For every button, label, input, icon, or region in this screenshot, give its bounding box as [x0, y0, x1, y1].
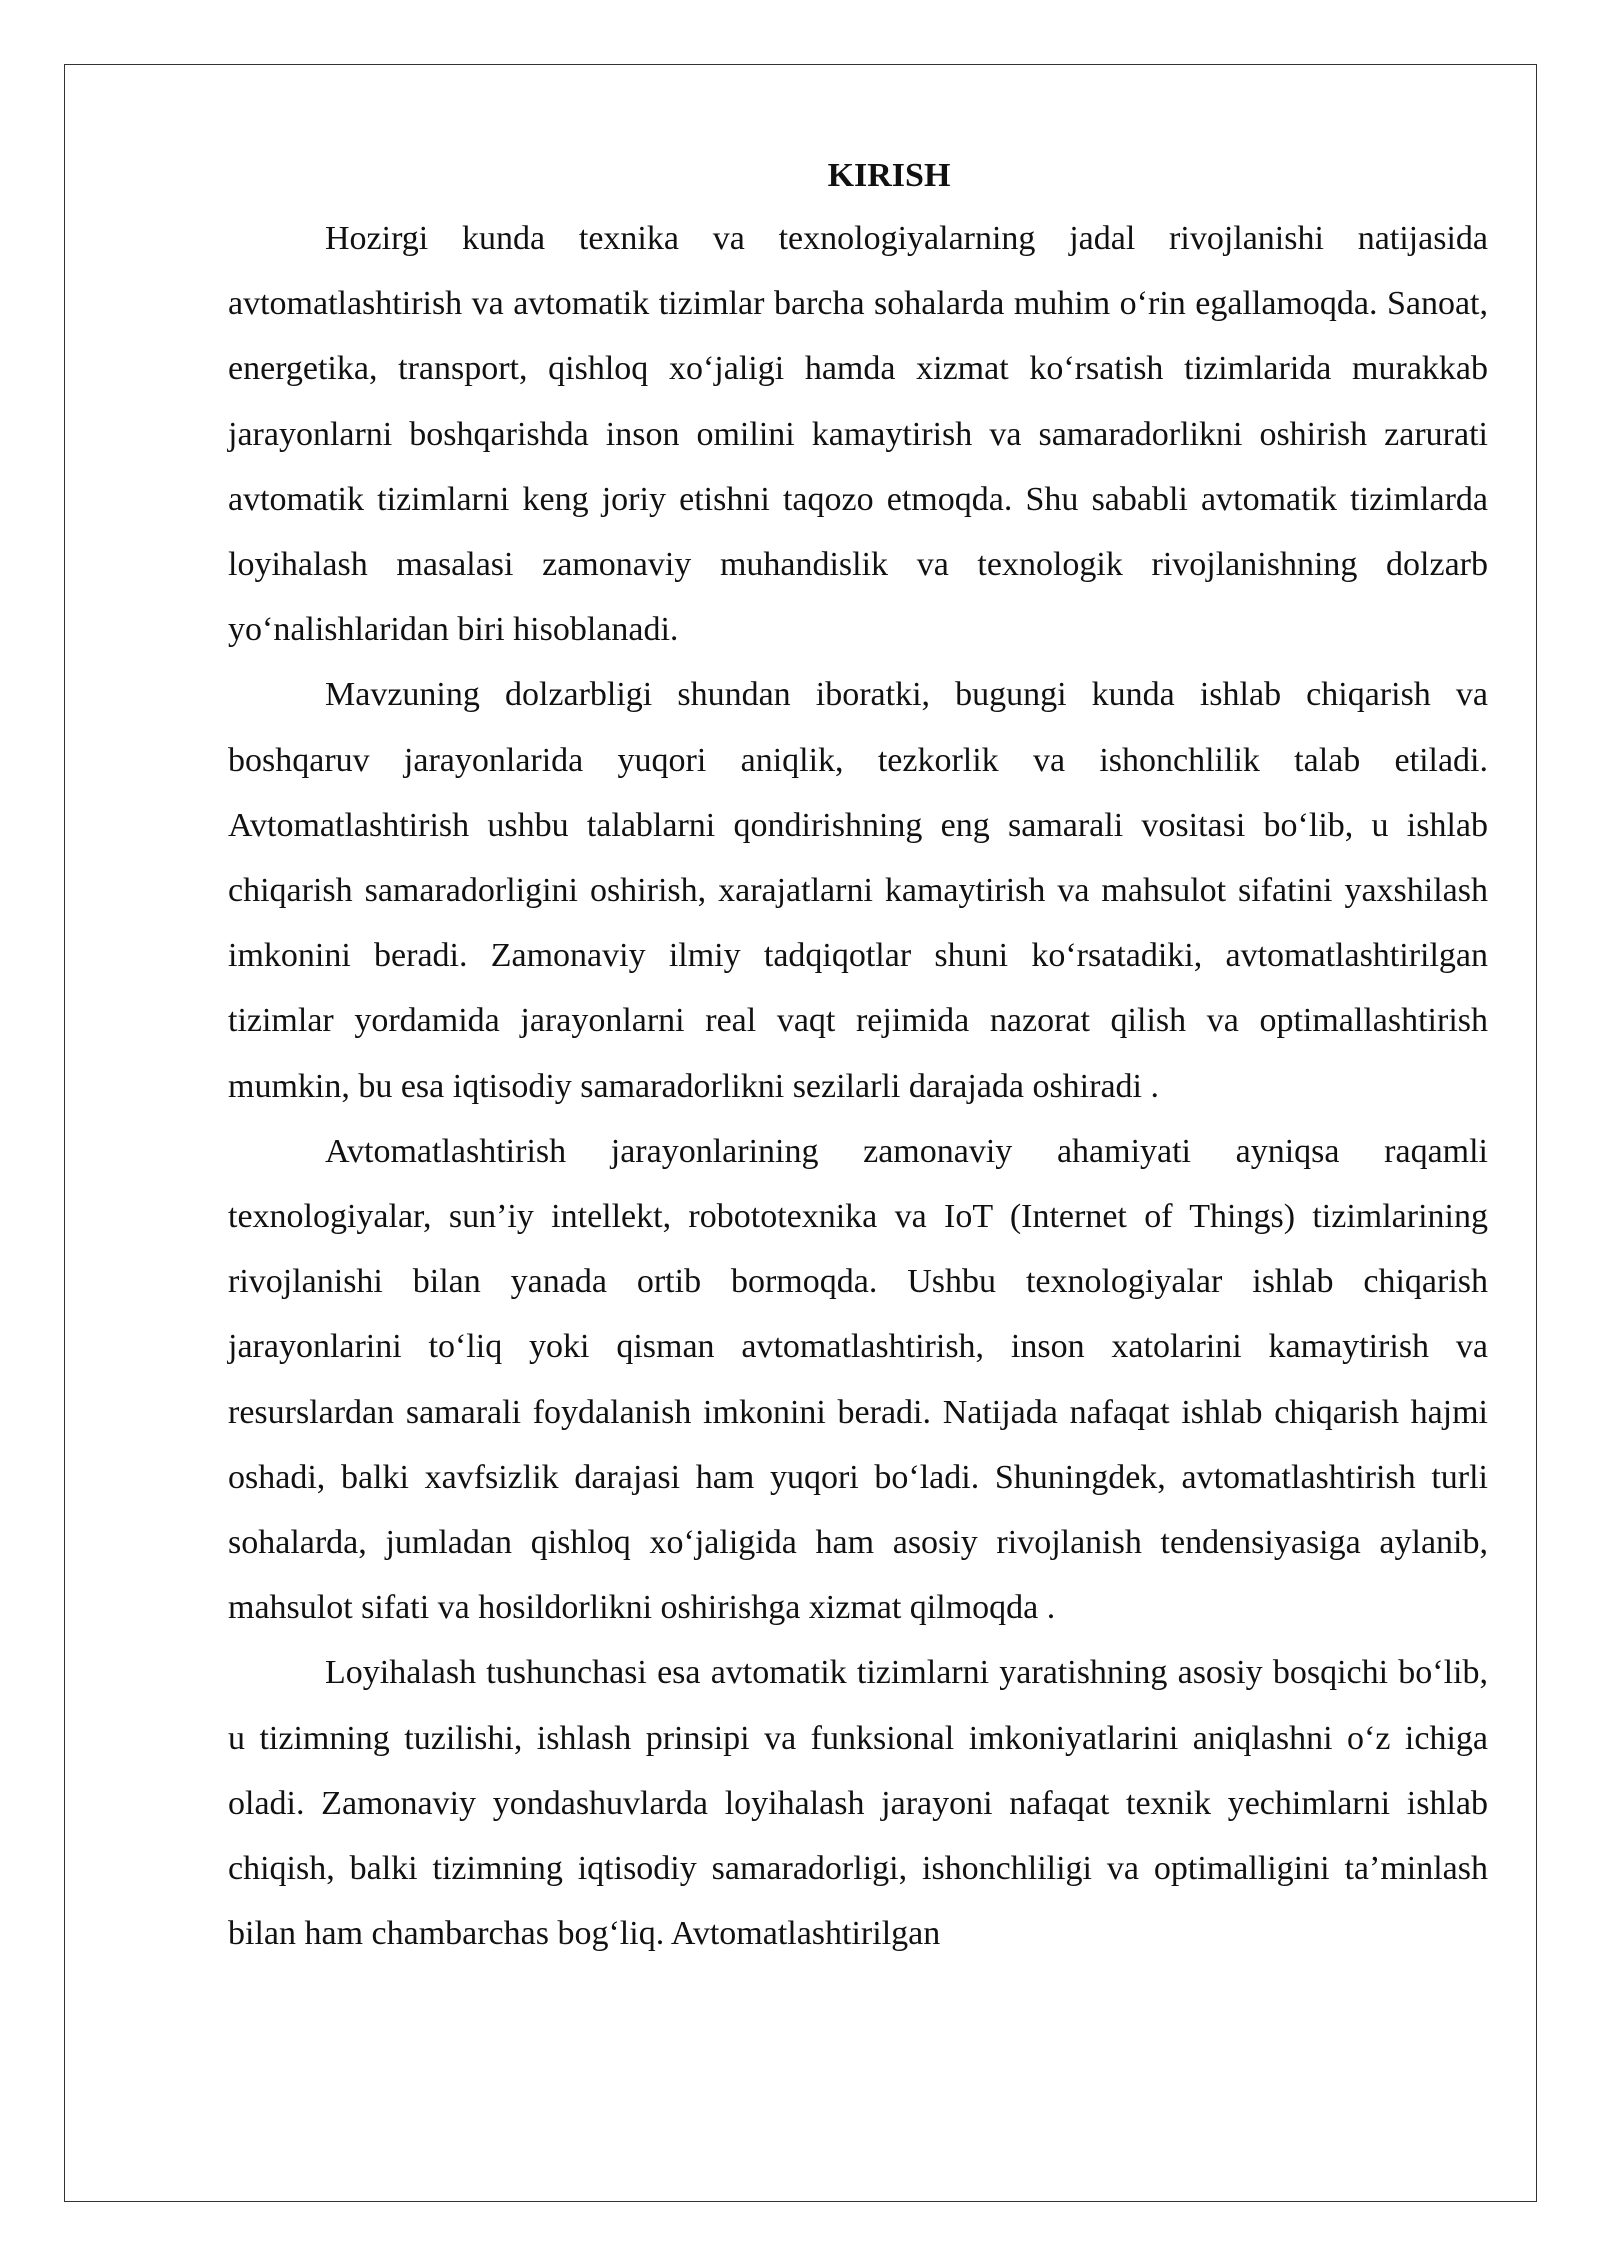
document-title: KIRISH	[827, 157, 951, 194]
paragraph-1: Hozirgi kunda texnika va texnologiyalarning jadal rivojlanishi natijasida avtomatlashtirish va avtomatik tizimlar barcha sohalarda muhim o‘rin egallamoqda. Sanoat, energetika, transport, qishloq xo‘jaligi hamda xizmat ko‘rsatish tizimlarida murakkab jarayonlarni boshqarishda inson omilini kamaytirish va samaradorlikni oshirish zarurati avtomatik tizimlarni keng joriy etishni taqozo etmoqda. Shu sababli avtomatik tizimlarda loyihalash masalasi zamonaviy muhandislik va texnologik rivojlanishning dolzarb yo‘nalishlaridan biri hisoblanadi.	[228, 220, 1488, 649]
paragraph-3: Avtomatlashtirish jarayonlarining zamonaviy ahamiyati ayniqsa raqamli texnologiyalar, sun’iy intellekt, robototexnika va IoT (Internet of Things) tizimlarining rivojlanishi bilan yanada ortib bormoqda. Ushbu texnologiyalar ishlab chiqarish jarayonlarini to‘liq yoki qisman avtomatlashtirish, inson xatolarini kamaytirish va resurslardan samarali foydalanish imkonini beradi. Natijada nafaqat ishlab chiqarish hajmi oshadi, balki xavfsizlik darajasi ham yuqori bo‘ladi. Shuningdek, avtomatlashtirish turli sohalarda, jumladan qishloq xo‘jaligida ham asosiy rivojlanish tendensiyasiga aylanib, mahsulot sifati va hosildorlikni oshirishga xizmat qilmoqda .	[228, 1132, 1488, 1627]
paragraph-2: Mavzuning dolzarbligi shundan iboratki, bugungi kunda ishlab chiqarish va boshqaruv jarayonlarida yuqori aniqlik, tezkorlik va ishonchlilik talab etiladi. Avtomatlashtirish ushbu talablarni qondirishning eng samarali vositasi bo‘lib, u ishlab chiqarish samaradorligini oshirish, xarajatlarni kamaytirish va mahsulot sifatini yaxshilash imkonini beradi. Zamonaviy ilmiy tadqiqotlar shuni ko‘rsatadiki, avtomatlashtirilgan tizimlar yordamida jarayonlarni real vaqt rejimida nazorat qilish va optimallashtirish mumkin, bu esa iqtisodiy samaradorlikni sezilarli darajada oshiradi .	[228, 676, 1488, 1105]
document-body	[228, 148, 1488, 1966]
paragraph-4: Loyihalash tushunchasi esa avtomatik tizimlarni yaratishning asosiy bosqichi bo‘lib, u tizimning tuzilishi, ishlash prinsipi va funksional imkoniyatlarini aniqlashni o‘z ichiga oladi. Zamonaviy yondashuvlarda loyihalash jarayoni nafaqat texnik yechimlarni ishlab chiqish, balki tizimning iqtisodiy samaradorligi, ishonchliligi va optimalligini ta’minlash bilan ham chambarchas bog‘liq. Avtomatlashtirilgan	[228, 1654, 1488, 1953]
